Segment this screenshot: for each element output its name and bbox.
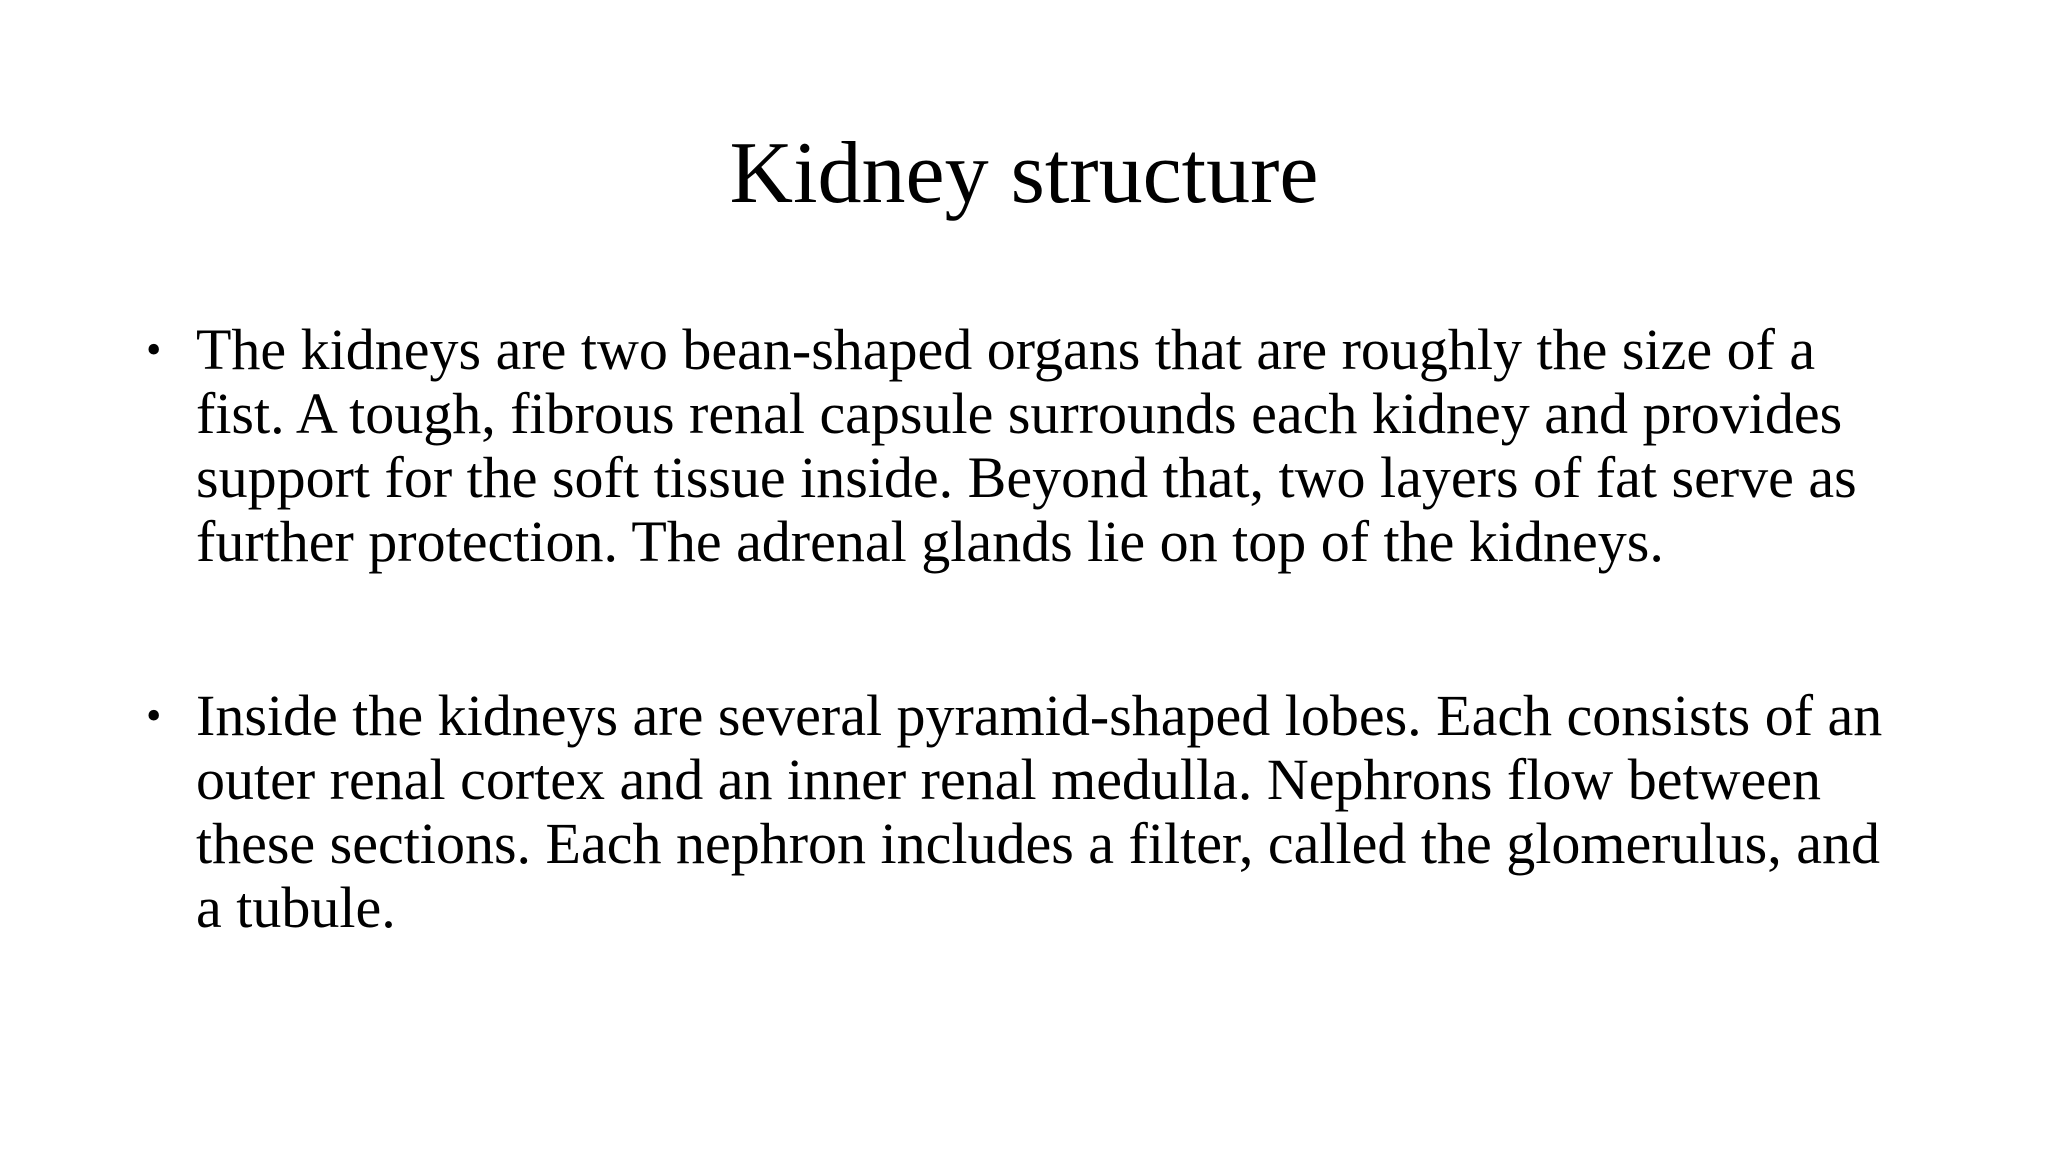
bullet-list <box>146 317 1916 1050</box>
bullet-item <box>146 683 1916 940</box>
bullet-icon: • <box>146 691 162 740</box>
bullet-text: Inside the kidneys are several pyramid-shaped lobes. Each consists of an outer renal cortex and an inner renal medulla. Nephrons flow between these sections. Each nephron includes a filter, called the glomerulus, and a tubule. <box>196 683 1883 940</box>
bullet-text: The kidneys are two bean-shaped organs that are roughly the size of a fist. A tough, fibrous renal capsule surrounds each kidney and provides support for the soft tissue inside. Beyond that, two layers of fat serve as further protection. The adrenal glands lie on top of the kidneys. <box>196 317 1857 574</box>
bullet-item <box>146 317 1916 574</box>
bullet-icon: • <box>146 325 162 374</box>
slide-title: Kidney structure <box>729 125 1319 222</box>
